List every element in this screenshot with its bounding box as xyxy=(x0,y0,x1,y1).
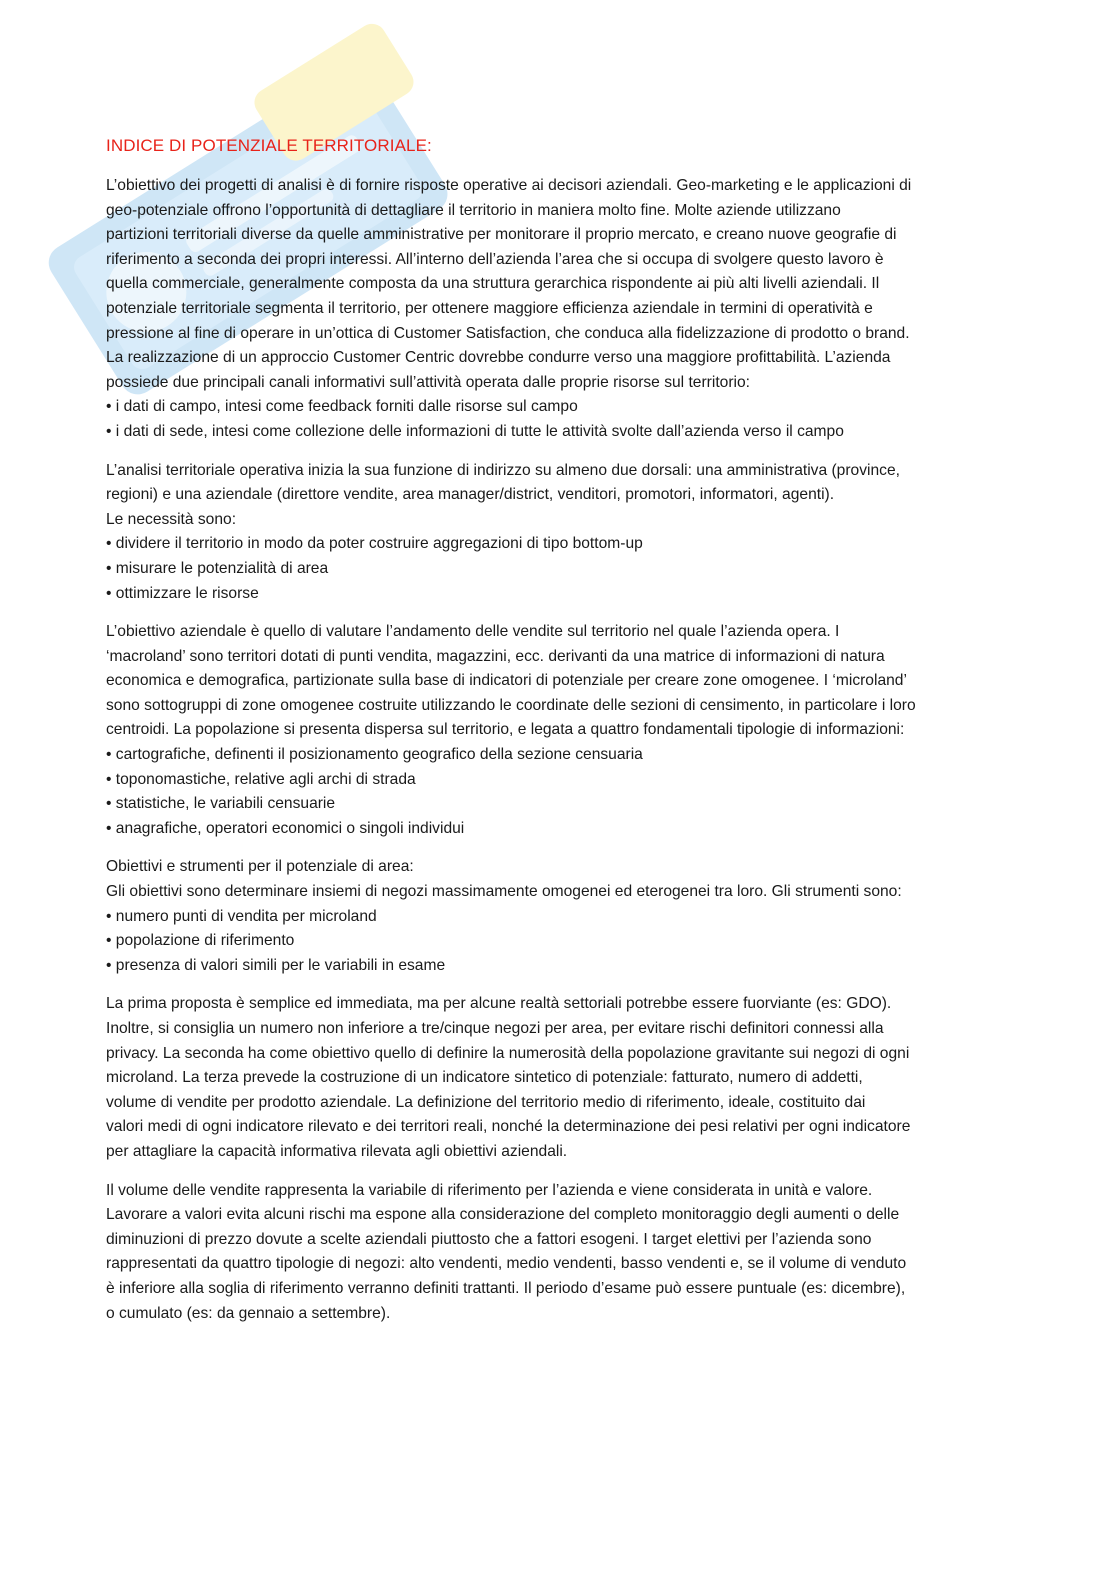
text-line: diminuzioni di prezzo dovute a scelte aziendali piuttosto che a fattori esogeni. I target elettivi per l’azienda sono xyxy=(106,1230,872,1248)
text-line: sono sottogruppi di zone omogenee costruite utilizzando le coordinate delle sezioni di censimento, in particolare i loro xyxy=(106,696,916,714)
text-line: Le necessità sono: xyxy=(106,510,237,528)
paragraph-analisi xyxy=(106,459,1006,607)
paragraph-intro xyxy=(106,174,1006,445)
bullet-item: • i dati di campo, intesi come feedback forniti dalle risorse sul campo xyxy=(106,398,578,416)
text-line: L’analisi territoriale operativa inizia la sua funzione di indirizzo su almeno due dorsali: una amministrativa (province, xyxy=(106,461,900,479)
bullet-item: • statistiche, le variabili censuarie xyxy=(106,795,336,813)
bullet-item: • cartografiche, definenti il posizionamento geografico della sezione censuaria xyxy=(106,746,643,764)
text-line: La realizzazione di un approccio Customer Centric dovrebbe condurre verso una maggiore profittabilità. L’azienda xyxy=(106,349,891,367)
text-line: Obiettivi e strumenti per il potenziale di area: xyxy=(106,858,414,876)
text-line: privacy. La seconda ha come obiettivo quello di definire la numerosità della popolazione gravitante sui negozi di ogni xyxy=(106,1044,910,1062)
paragraph-volume xyxy=(106,1179,1006,1327)
text-line: volume di vendite per prodotto aziendale. La definizione del territorio medio di riferimento, ideale, costituito dai xyxy=(106,1093,866,1111)
text-line: Il volume delle vendite rappresenta la variabile di riferimento per l’azienda e viene considerata in unità e valore. xyxy=(106,1181,873,1199)
text-line: microland. La terza prevede la costruzione di un indicatore sintetico di potenziale: fatturato, numero di addetti, xyxy=(106,1069,863,1087)
bullet-item: • popolazione di riferimento xyxy=(106,932,295,950)
text-line: o cumulato (es: da gennaio a settembre). xyxy=(106,1304,391,1322)
bullet-item: • presenza di valori simili per le variabili in esame xyxy=(106,956,446,974)
text-line: L’obiettivo aziendale è quello di valutare l’andamento delle vendite sul territorio nel quale l’azienda opera. I xyxy=(106,623,840,641)
bullet-item: • i dati di sede, intesi come collezione delle informazioni di tutte le attività svolte dall’azienda verso il campo xyxy=(106,422,844,440)
paragraph-strumenti xyxy=(106,855,1006,978)
text-line: valori medi di ogni indicatore rilevato e dei territori reali, nonché la determinazione dei pesi relativi per ogni indicatore xyxy=(106,1118,911,1136)
bullet-item: • numero punti di vendita per microland xyxy=(106,907,377,925)
text-line: centroidi. La popolazione si presenta dispersa sul territorio, e legata a quattro fondamentali tipologie di informazioni: xyxy=(106,721,905,739)
text-line: regioni) e una aziendale (direttore vendite, area manager/district, venditori, promotori, informatori, agenti). xyxy=(106,486,835,504)
document-page xyxy=(106,136,1006,1340)
text-line: pressione al fine di operare in un’ottica di Customer Satisfaction, che conduca alla fidelizzazione di prodotto o brand. xyxy=(106,324,910,342)
bullet-item: • dividere il territorio in modo da poter costruire aggregazioni di tipo bottom-up xyxy=(106,535,643,553)
bullet-item: • ottimizzare le risorse xyxy=(106,584,259,602)
document-title: INDICE DI POTENZIALE TERRITORIALE: xyxy=(106,136,432,155)
text-line: è inferiore alla soglia di riferimento verranno definiti trattanti. Il periodo d’esame può essere puntuale (es: dicembre), xyxy=(106,1279,906,1297)
bullet-item: • anagrafiche, operatori economici o singoli individui xyxy=(106,819,465,837)
text-line: per attagliare la capacità informativa rilevata agli obiettivi aziendali. xyxy=(106,1142,568,1160)
text-line: Gli obiettivi sono determinare insiemi di negozi massimamente omogenei ed eterogenei tra loro. Gli strumenti sono: xyxy=(106,883,902,901)
bullet-item: • misurare le potenzialità di area xyxy=(106,559,329,577)
paragraph-obiettivo xyxy=(106,620,1006,841)
text-line: economica e demografica, partizionate sulla base di indicatori di potenziale per creare zone omogenee. I ‘microland’ xyxy=(106,672,907,690)
text-line: Lavorare a valori evita alcuni rischi ma espone alla considerazione del completo monitoraggio degli aumenti o delle xyxy=(106,1206,900,1224)
bullet-item: • toponomastiche, relative agli archi di strada xyxy=(106,770,416,788)
text-line: geo-potenziale offrono l’opportunità di dettagliare il territorio in maniera molto fine. Molte aziende utilizzano xyxy=(106,201,841,219)
text-line: Inoltre, si consiglia un numero non inferiore a tre/cinque negozi per area, per evitare rischi definitori connessi alla xyxy=(106,1020,884,1037)
text-line: La prima proposta è semplice ed immediata, ma per alcune realtà settoriali potrebbe essere fuorviante (es: GDO). xyxy=(106,995,892,1013)
text-line: L’obiettivo dei progetti di analisi è di fornire risposte operative ai decisori aziendali. Geo-marketing e le applicazioni di xyxy=(106,177,912,194)
text-line: rappresentati da quattro tipologie di negozi: alto vendenti, medio vendenti, basso vendenti e, se il volume di venduto xyxy=(106,1255,907,1273)
paragraph-proposta xyxy=(106,992,1006,1164)
text-line: quella commerciale, generalmente composta da una struttura gerarchica rispondente ai più alti livelli aziendali. Il xyxy=(106,275,880,293)
text-line: riferimento a seconda dei propri interessi. All’interno dell’azienda l’area che si occupa di svolgere questo lavoro è xyxy=(106,250,884,268)
text-line: possiede due principali canali informativi sull’attività operata dalle proprie risorse sul territorio: xyxy=(106,373,750,391)
text-line: ‘macroland’ sono territori dotati di punti vendita, magazzini, ecc. derivanti da una matrice di informazioni di natura xyxy=(106,647,885,665)
text-line: partizioni territoriali diverse da quelle amministrative per monitorare il proprio mercato, e creano nuove geografie di xyxy=(106,226,897,244)
text-line: potenziale territoriale segmenta il territorio, per ottenere maggiore efficienza aziendale in termini di operatività e xyxy=(106,299,873,317)
